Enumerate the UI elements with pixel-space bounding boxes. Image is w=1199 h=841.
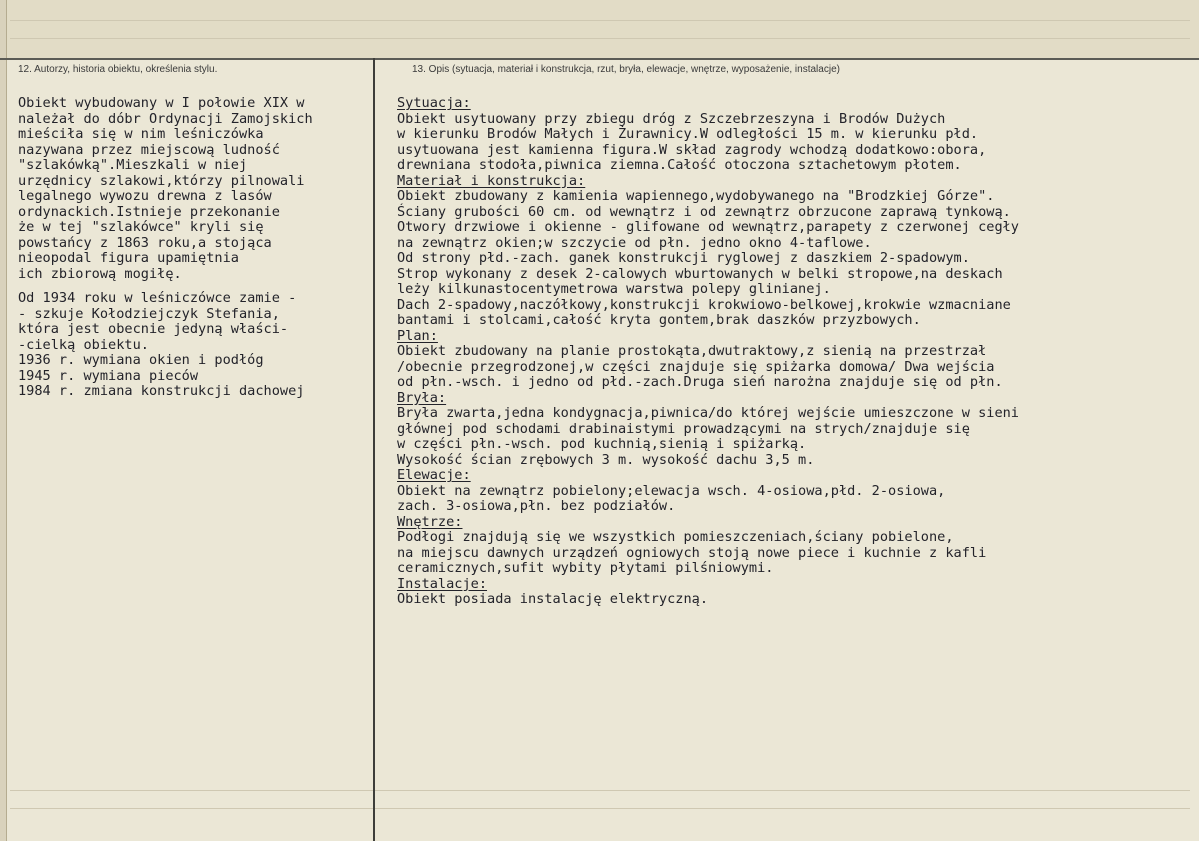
- description-text-line: zach. 3-osiowa,płn. bez podziałów.: [397, 498, 676, 514]
- description-text-line: drewniana stodoła,piwnica ziemna.Całość otoczona sztachetowym płotem.: [397, 157, 962, 173]
- section-title: Wnętrze:: [397, 513, 463, 530]
- history-text-line: nieopodal figura upamiętnia: [18, 250, 239, 266]
- show-through-rule: [10, 808, 1190, 809]
- section-title: Elewacje:: [397, 467, 471, 483]
- show-through-rule: [10, 38, 1190, 39]
- history-text-line: ich zbiorową mogiłę.: [18, 265, 182, 282]
- section-title: Plan:: [397, 327, 438, 344]
- section-title: Materiał i konstrukcja:: [397, 172, 586, 189]
- history-text-line: "szlakówką".Mieszkali w niej: [18, 157, 248, 173]
- binding-edge: [0, 0, 7, 841]
- description-text-line: Obiekt usytuowany przy zbiegu dróg z Szczebrzeszyna i Brodów Dużych: [397, 110, 946, 127]
- history-text-line: legalnego wywozu drewna z lasów: [18, 188, 272, 204]
- description-text-line: Wysokość ścian zrębowych 3 m. wysokość dachu 3,5 m.: [397, 451, 815, 468]
- description-text-line: Dach 2-spadowy,naczółkowy,konstrukcji krokwiowo-belkowej,krokwie wzmacniane: [397, 296, 1011, 313]
- history-text-line: 1945 r. wymiana pieców: [18, 367, 199, 384]
- history-text-line: nazywana przez miejscową ludność: [18, 141, 280, 158]
- description-text-line: Obiekt na zewnątrz pobielony;elewacja wsch. 4-osiowa,płd. 2-osiowa,: [397, 482, 946, 499]
- history-text-line: urzędnicy szlakowi,którzy pilnowali: [18, 172, 305, 189]
- history-text-line: - szkuje Kołodziejczyk Stefania,: [18, 305, 280, 322]
- history-text-line: mieściła się w nim leśniczówka: [18, 126, 264, 142]
- description-text-line: Otwory drzwiowe i okienne - glifowane od wewnątrz,parapety z czerwonej cegły: [397, 219, 1019, 235]
- history-text-line: że w tej "szlakówce" kryli się: [18, 219, 264, 235]
- section-title: Bryła:: [397, 389, 447, 406]
- description-text-line: /obecnie przegrodzonej,w części znajduje się spiżarka domowa/ Dwa wejścia: [397, 358, 995, 375]
- description-text-line: na zewnątrz okien;w szczycie od płn. jedno okno 4-taflowe.: [397, 234, 872, 251]
- description-text-line: Strop wykonany z desek 2-calowych wburtowanych w belki stropowe,na deskach: [397, 265, 1003, 282]
- history-text-line: 1984 r. zmiana konstrukcji dachowej: [18, 383, 305, 399]
- description-text-line: Obiekt zbudowany na planie prostokąta,dwutraktowy,z sienią na przestrzał: [397, 343, 987, 359]
- history-text-line: należał do dóbr Ordynacji Zamojskich: [18, 110, 313, 127]
- description-text-line: usytuowana jest kamienna figura.W skład zagrody wchodzą dodatkowo:obora,: [397, 141, 987, 158]
- section-title: Sytuacja:: [397, 95, 471, 111]
- description-column: [397, 96, 1019, 608]
- description-text-line: Obiekt posiada instalację elektryczną.: [397, 591, 708, 607]
- history-text-line: Od 1934 roku w leśniczówce zamie -: [18, 290, 297, 306]
- show-through-header-area: [0, 0, 1199, 58]
- section-title: Instalacje:: [397, 575, 488, 592]
- description-text-line: głównej pod schodami drabinaistymi prowadzącymi na strych/znajduje się: [397, 420, 970, 437]
- right-column-header: 13. Opis (sytuacja, materiał i konstrukcja, rzut, bryła, elewacje, wnętrze, wyposażenie, instalacje): [412, 64, 840, 75]
- description-text-line: Obiekt zbudowany z kamienia wapiennego,wydobywanego na "Brodzkiej Górze".: [397, 188, 995, 204]
- description-text-line: Bryła zwarta,jedna kondygnacja,piwnica/do której wejście umieszczone w sieni: [397, 405, 1019, 421]
- history-text-line: -cielką obiektu.: [18, 336, 149, 353]
- history-text-line: ordynackich.Istnieje przekonanie: [18, 203, 280, 220]
- description-text-line: ceramicznych,sufit wybity płytami pilśniowymi.: [397, 560, 774, 576]
- history-text-line: która jest obecnie jedyną właści-: [18, 321, 289, 337]
- column-divider: [373, 58, 375, 841]
- description-text-line: Ściany grubości 60 cm. od wewnątrz i od zewnątrz obrzucone zaprawą tynkową.: [397, 203, 1011, 220]
- description-text-line: w części płn.-wsch. pod kuchnią,sienią i spiżarką.: [397, 436, 807, 452]
- description-text-line: od płn.-wsch. i jedno od płd.-zach.Druga sień narożna znajduje się od płn.: [397, 374, 1003, 390]
- description-text-line: Podłogi znajdują się we wszystkich pomieszczeniach,ściany pobielone,: [397, 529, 954, 545]
- description-text-line: leży kilkunastocentymetrowa warstwa polepy glinianej.: [397, 281, 831, 297]
- history-text-line: powstańcy z 1863 roku,a stojąca: [18, 234, 272, 251]
- show-through-rule: [10, 790, 1190, 791]
- show-through-rule: [10, 20, 1190, 21]
- description-text-line: na miejscu dawnych urządzeń ogniowych stoją nowe piece i kuchnie z kafli: [397, 544, 987, 561]
- left-column-header: 12. Autorzy, historia obiektu, określenia stylu.: [18, 64, 218, 75]
- description-text-line: bantami i stolcami,całość kryta gontem,brak daszków przyzbowych.: [397, 312, 921, 328]
- history-text-line: 1936 r. wymiana okien i podłóg: [18, 352, 264, 368]
- form-frame-top-rule: [0, 58, 1199, 60]
- description-text-line: w kierunku Brodów Małych i Żurawnicy.W odległości 15 m. w kierunku płd.: [397, 126, 979, 142]
- history-column: [18, 96, 313, 400]
- history-text-line: Obiekt wybudowany w I połowie XIX w: [18, 95, 305, 111]
- description-text-line: Od strony płd.-zach. ganek konstrukcji ryglowej z daszkiem 2-spadowym.: [397, 250, 970, 266]
